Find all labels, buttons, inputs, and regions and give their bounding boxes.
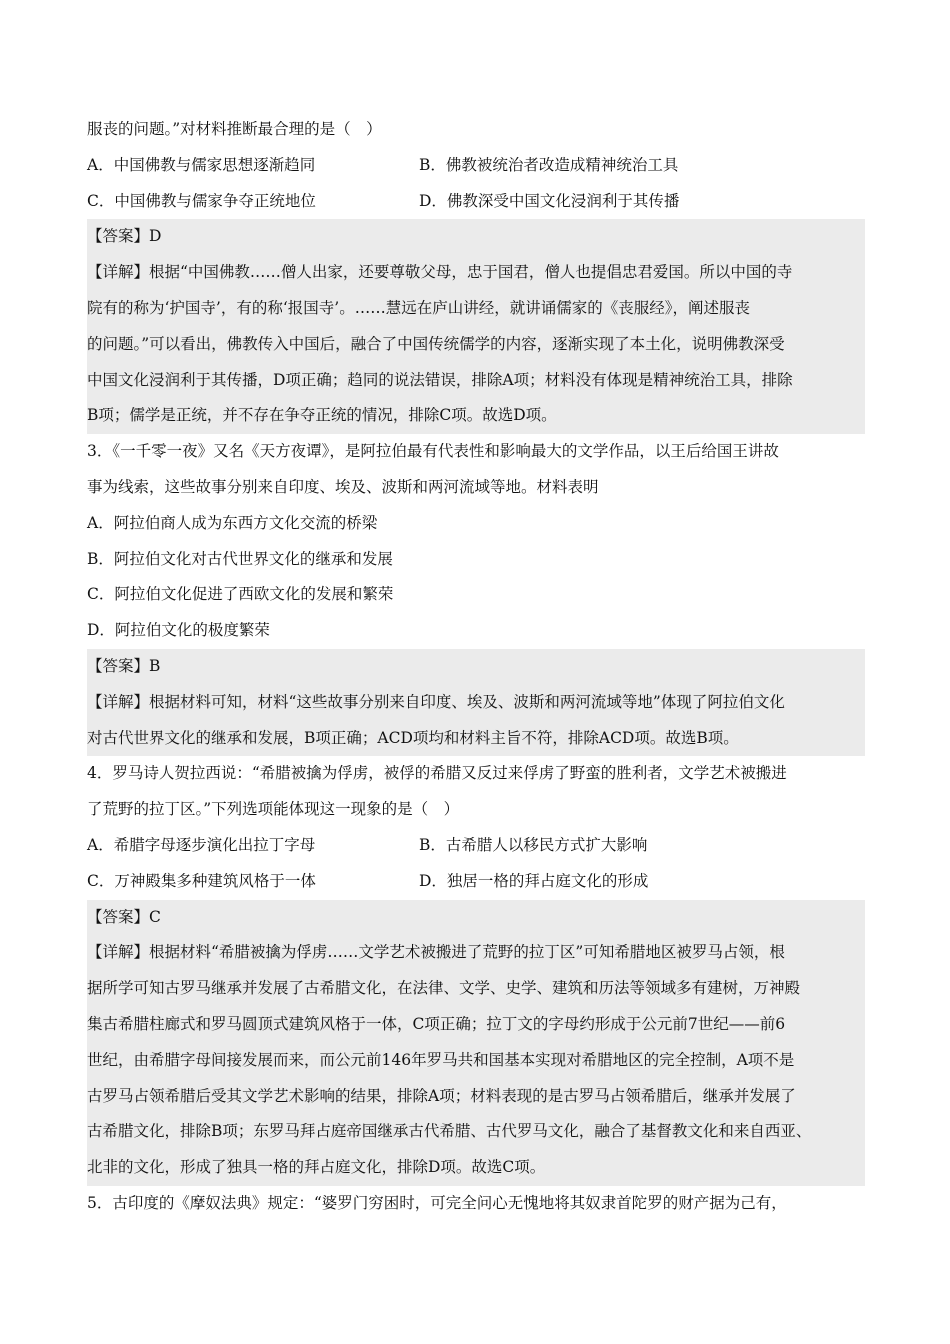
q4-explanation-line: 集古希腊柱廊式和罗马圆顶式建筑风格于一体，C项正确；拉丁文的字母约形成于公元前7世纪——前6 <box>87 1014 786 1033</box>
q4-answer-block <box>87 900 865 1186</box>
q4-explanation-line: 古希腊文化，排除B项；东罗马拜占庭帝国继承古代希腊、古代罗马文化，融合了基督教文化和来自西亚、 <box>87 1122 812 1141</box>
q2-options-row-2 <box>87 184 865 220</box>
q2-answer-block <box>87 219 865 434</box>
q4-options-row-2 <box>87 864 865 900</box>
q3-explanation-line: 对古代世界文化的继承和发展，B项正确；ACD项均和材料主旨不符，排除ACD项。故选B项。 <box>87 728 739 747</box>
q2-option-a: A．中国佛教与儒家思想逐渐趋同 <box>87 155 316 174</box>
q4-options-row-1 <box>87 828 865 864</box>
q2-answer: 【答案】D <box>87 227 162 246</box>
q3-option-d: D．阿拉伯文化的极度繁荣 <box>87 621 270 640</box>
q3-option-c: C．阿拉伯文化促进了西欧文化的发展和繁荣 <box>87 585 394 604</box>
q4-explanation-line: 据所学可知古罗马继承并发展了古希腊文化，在法律、文学、史学、建筑和历法等领域多有建树，万神殿 <box>87 979 801 998</box>
q4-explanation-line: 世纪，由希腊字母间接发展而来，而公元前146年罗马共和国基本实现对希腊地区的完全控制，A项不是 <box>87 1050 795 1069</box>
q2-explanation-line: B项；儒学是正统，并不存在争夺正统的情况，排除C项。故选D项。 <box>87 406 557 425</box>
q3-stem-line: 事为线索，这些故事分别来自印度、埃及、波斯和两河流域等地。材料表明 <box>87 477 599 496</box>
q5-stem-line: 5．古印度的《摩奴法典》规定：“婆罗门穷困时，可完全问心无愧地将其奴隶首陀罗的财产据为己有， <box>87 1193 787 1212</box>
document-page <box>87 112 865 1222</box>
q4-option-d: D．独居一格的拜占庭文化的形成 <box>419 871 649 890</box>
q3-stem-line: 3．《一千零一夜》又名《天方夜谭》，是阿拉伯最有代表性和影响最大的文学作品，以王后给国王讲故 <box>87 442 779 461</box>
q2-option-c: C．中国佛教与儒家争夺正统地位 <box>87 191 316 210</box>
q4-answer: 【答案】C <box>87 907 161 926</box>
q2-explanation-line: 中国文化浸润利于其传播，D项正确；趋同的说法错误，排除A项；材料没有体现是精神统治工具，排除 <box>87 370 793 389</box>
q2-option-d: D．佛教深受中国文化浸润利于其传播 <box>419 191 680 210</box>
q4-option-b: B．古希腊人以移民方式扩大影响 <box>419 835 648 854</box>
q2-option-b: B．佛教被统治者改造成精神统治工具 <box>419 155 679 174</box>
q2-explanation-line: 院有的称为‘护国寺’，有的称‘报国寺’。……慧远在庐山讲经，就讲诵儒家的《丧服经》，阐述服丧 <box>87 298 750 317</box>
q2-options-row-1 <box>87 148 865 184</box>
q2-explanation-line: 【详解】根据“中国佛教……僧人出家，还要尊敬父母，忠于国君，僧人也提倡忠君爱国。所以中国的寺 <box>87 263 793 282</box>
q4-stem-line: 4．罗马诗人贺拉西说：“希腊被擒为俘虏，被俘的希腊又反过来俘虏了野蛮的胜利者，文学艺术被搬进 <box>87 764 787 783</box>
q4-option-c: C．万神殿集多种建筑风格于一体 <box>87 871 316 890</box>
q4-stem-line: 了荒野的拉丁区。”下列选项能体现这一现象的是（ ） <box>87 800 460 819</box>
q3-option-a: A．阿拉伯商人成为东西方文化交流的桥梁 <box>87 513 378 532</box>
q4-explanation-line: 北非的文化，形成了独具一格的拜占庭文化，排除D项。故选C项。 <box>87 1158 546 1177</box>
q3-explanation-line: 【详解】根据材料可知，材料“这些故事分别来自印度、埃及、波斯和两河流域等地”体现了阿拉伯文化 <box>87 692 785 711</box>
q3-answer-block <box>87 649 865 756</box>
q2-stem-tail: 服丧的问题。”对材料推断最合理的是（ ） <box>87 120 382 138</box>
q4-explanation-line: 【详解】根据材料“希腊被擒为俘虏……文学艺术被搬进了荒野的拉丁区”可知希腊地区被罗马占领，根 <box>87 943 785 962</box>
q4-option-a: A．希腊字母逐步演化出拉丁字母 <box>87 835 316 854</box>
q3-option-b: B．阿拉伯文化对古代世界文化的继承和发展 <box>87 549 393 568</box>
q3-answer: 【答案】B <box>87 656 161 675</box>
q2-explanation-line: 的问题。”可以看出，佛教传入中国后，融合了中国传统儒学的内容，逐渐实现了本土化，说明佛教深受 <box>87 334 785 353</box>
q4-explanation-line: 古罗马占领希腊后受其文学艺术影响的结果，排除A项；材料表现的是古罗马占领希腊后，继承并发展了 <box>87 1086 796 1105</box>
